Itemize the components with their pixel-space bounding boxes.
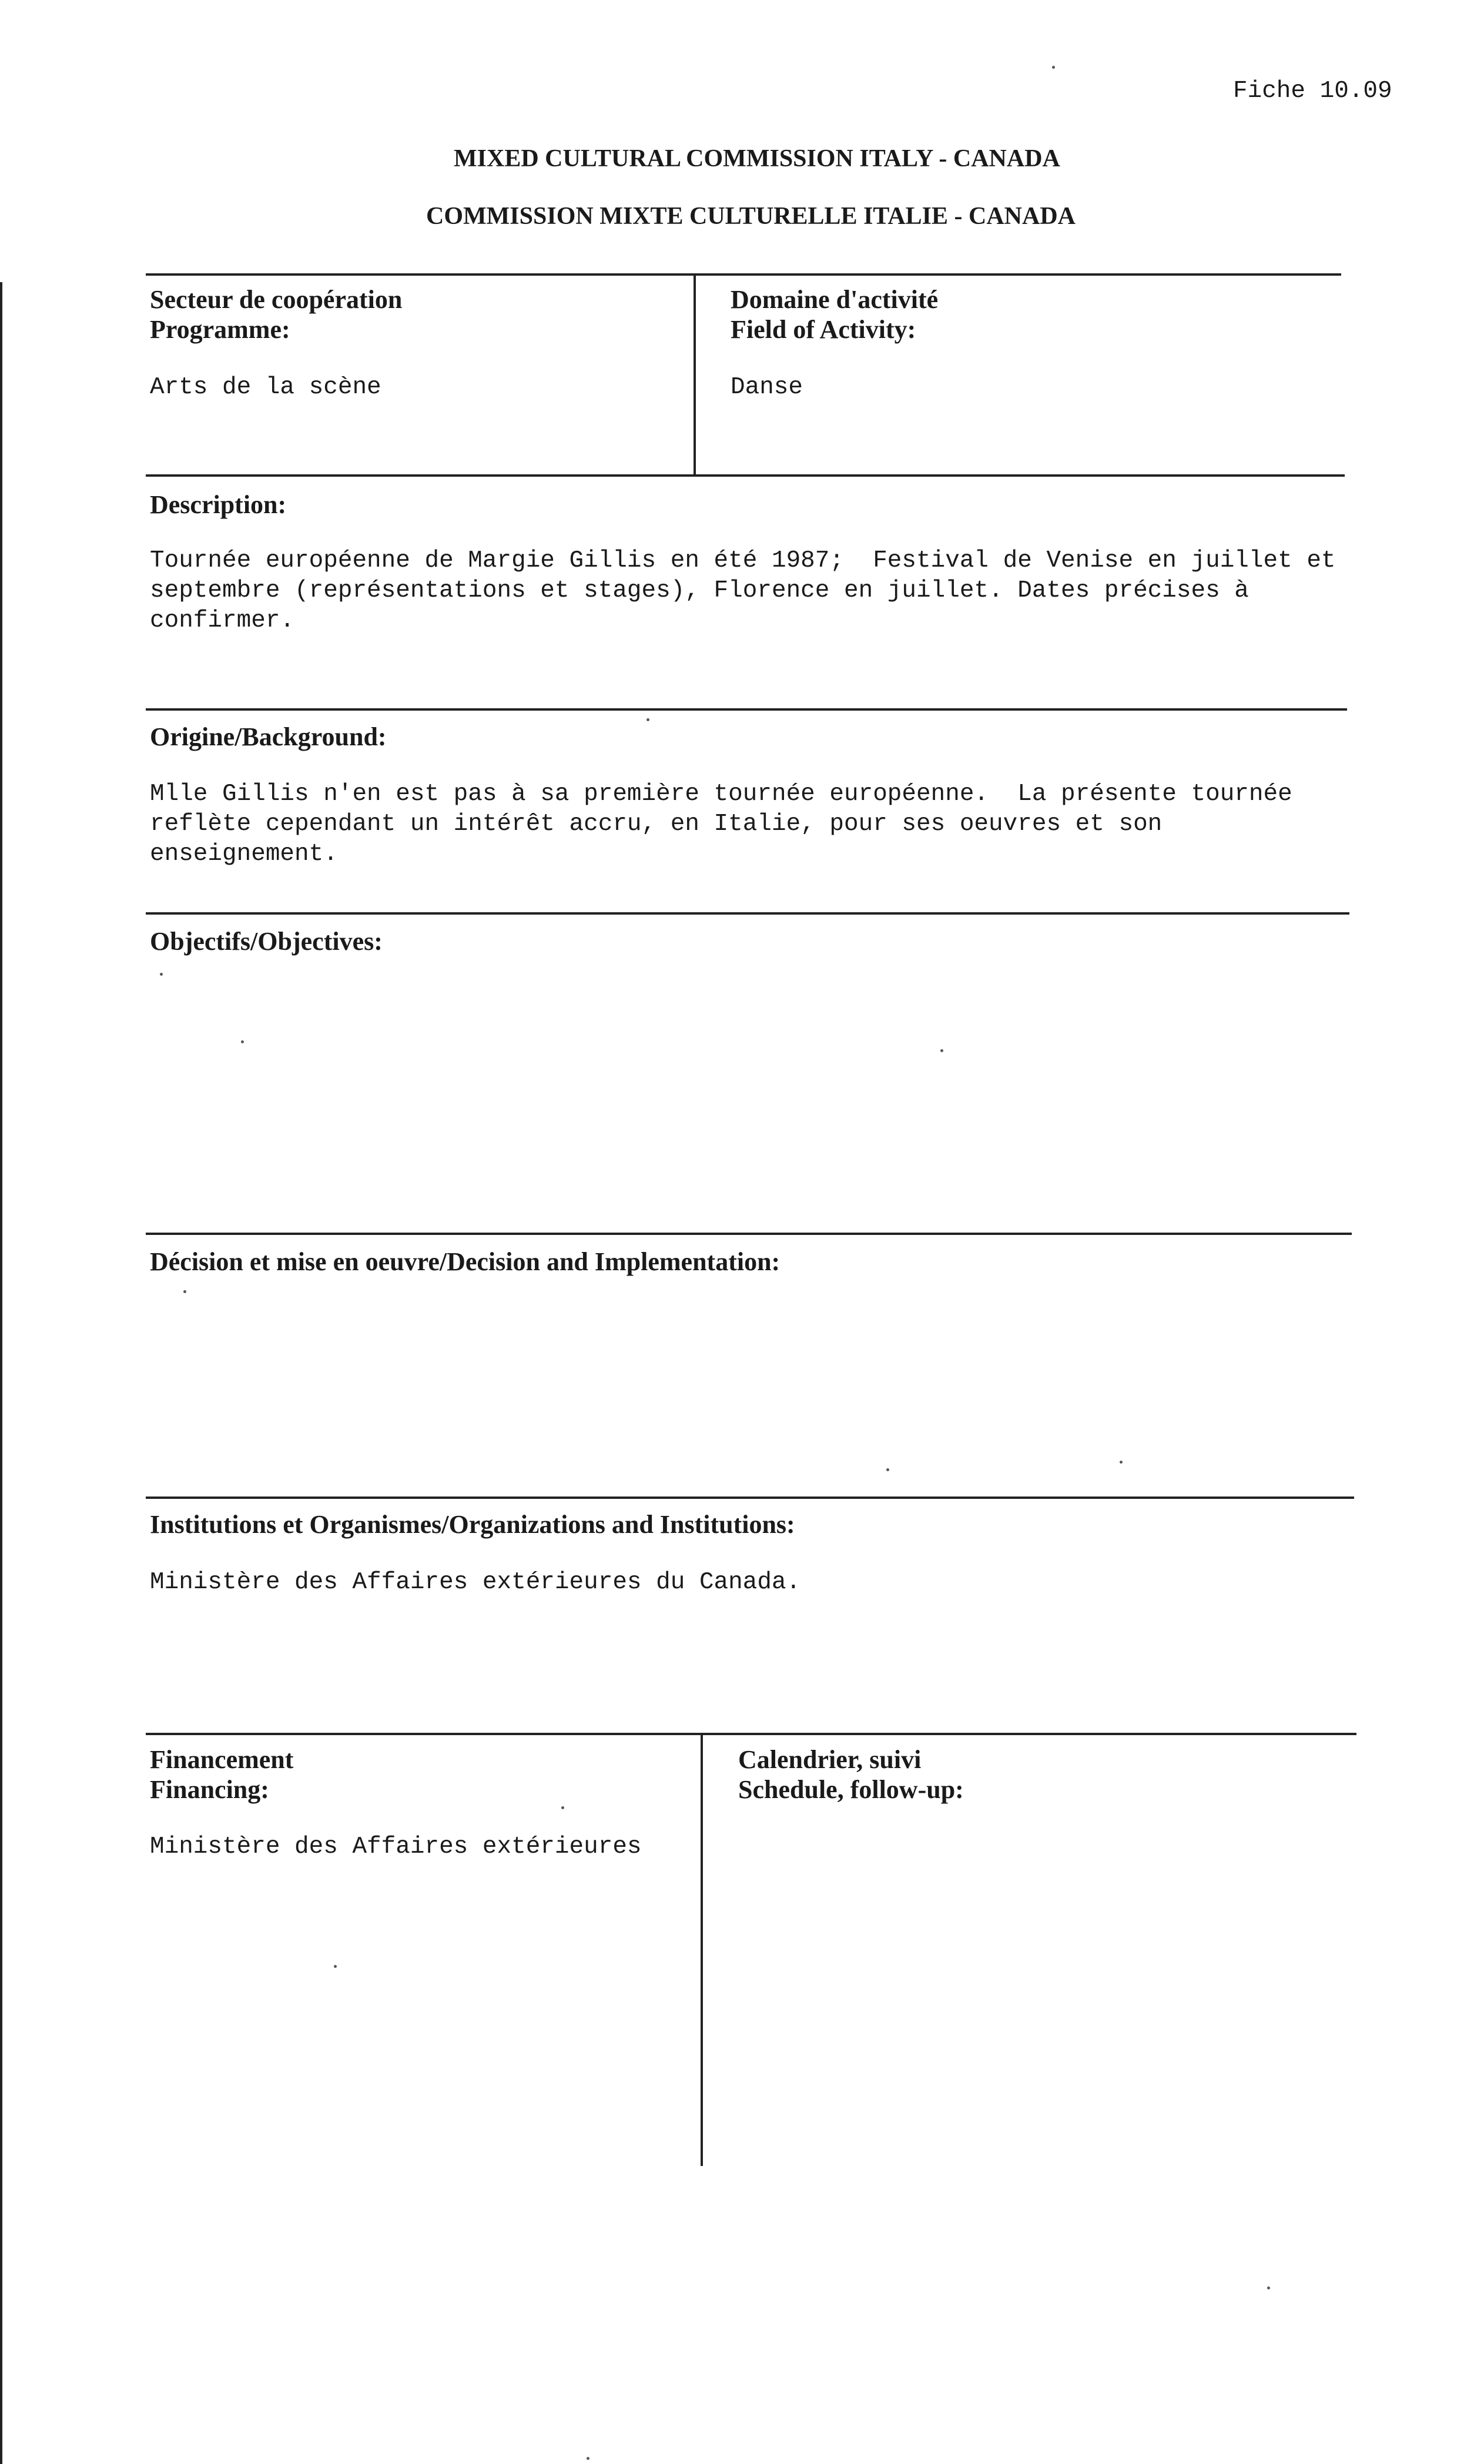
scan-speck <box>1052 66 1055 69</box>
scan-speck <box>334 1965 337 1968</box>
schedule-label-en: Schedule, follow-up: <box>738 1775 964 1804</box>
objectives-label: Objectifs/Objectives: <box>150 927 383 956</box>
divider-vertical-top <box>694 274 696 476</box>
decision-label: Décision et mise en oeuvre/Decision and Implementation: <box>150 1247 780 1276</box>
rule-decision <box>146 1233 1352 1235</box>
title-english: MIXED CULTURAL COMMISSION ITALY - CANADA <box>454 145 1060 172</box>
domain-value: Danse <box>731 374 803 401</box>
rule-background <box>146 708 1347 711</box>
description-text: Tournée européenne de Margie Gillis en été 1987; Festival de Venise en juillet et septembre (représentations et stages), Florence en juillet. Dates précises à confirmer. <box>150 547 1336 634</box>
sector-label: Secteur de coopération <box>150 285 403 314</box>
scan-speck <box>646 718 649 721</box>
scan-speck <box>587 2457 589 2460</box>
scan-edge-line <box>0 282 2 2464</box>
divider-vertical-bottom <box>701 1734 703 2166</box>
rule-top <box>146 273 1341 276</box>
scan-speck <box>160 973 163 976</box>
scan-speck <box>241 1040 244 1043</box>
scan-speck <box>1267 2286 1270 2289</box>
financing-value: Ministère des Affaires extérieures <box>150 1833 642 1860</box>
financing-label-en: Financing: <box>150 1775 269 1804</box>
financing-label-fr: Financement <box>150 1745 294 1774</box>
rule-objectives <box>146 912 1349 915</box>
description-label: Description: <box>150 490 287 519</box>
scan-speck <box>183 1290 186 1293</box>
background-label: Origine/Background: <box>150 722 387 751</box>
scan-speck <box>561 1806 564 1809</box>
domain-label: Domaine d'activité <box>731 285 939 314</box>
schedule-label-fr: Calendrier, suivi <box>738 1745 922 1774</box>
background-text: Mlle Gillis n'en est pas à sa première tournée européenne. La présente tournée reflète cependant un intérêt accru, en Italie, pour ses oeuvres et son enseignement. <box>150 781 1292 868</box>
field-of-activity-label: Field of Activity: <box>731 315 916 344</box>
programme-label: Programme: <box>150 315 290 344</box>
rule-institutions <box>146 1497 1354 1499</box>
institutions-label: Institutions et Organismes/Organizations and Institutions: <box>150 1510 795 1539</box>
sector-value: Arts de la scène <box>150 374 381 401</box>
institutions-text: Ministère des Affaires extérieures du Canada. <box>150 1569 801 1596</box>
scan-speck <box>1120 1461 1123 1464</box>
scan-speck <box>886 1468 889 1471</box>
rule-description <box>146 474 1345 477</box>
scan-speck <box>940 1049 943 1052</box>
title-french: COMMISSION MIXTE CULTURELLE ITALIE - CANADA <box>426 203 1076 230</box>
fiche-number: Fiche 10.09 <box>1233 78 1392 105</box>
rule-financing <box>146 1733 1356 1735</box>
